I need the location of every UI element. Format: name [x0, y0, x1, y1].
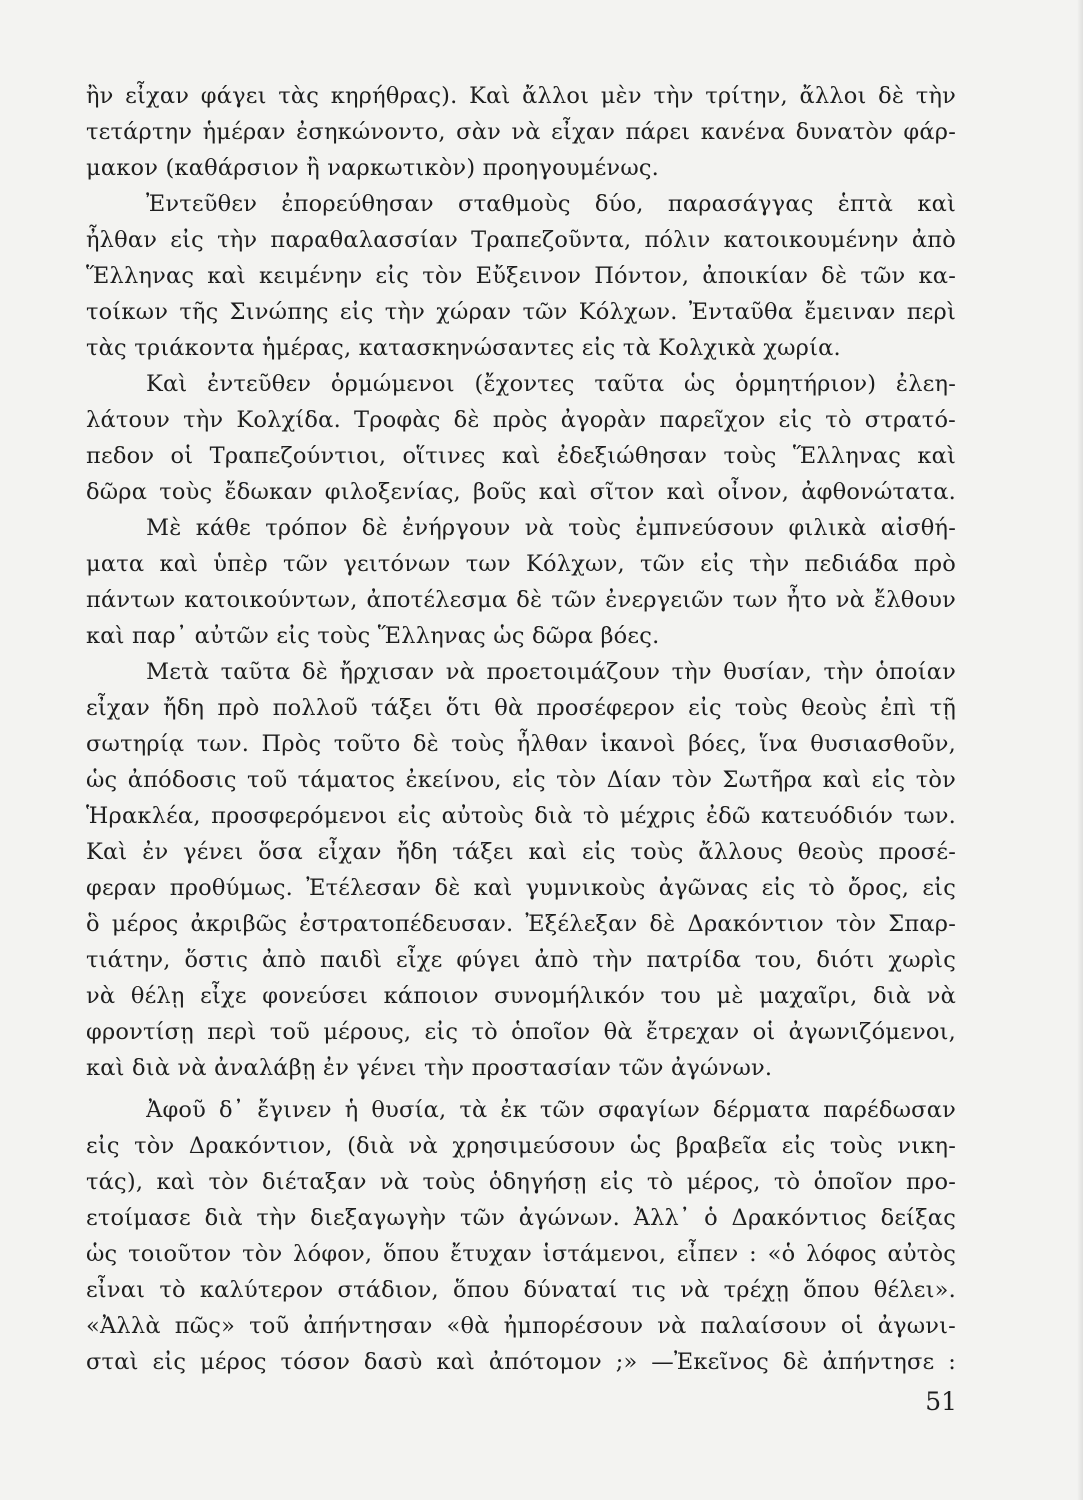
text-line: τιάτην, ὅστις ἀπὸ παιδὶ εἶχε φύγει ἀπὸ τὴν πατρίδα του, διότι χωρὶς: [86, 947, 956, 973]
text-line: Ἐντεῦθεν ἐπορεύθησαν σταθμοὺς δύο, παρασάγγας ἑπτὰ καὶ: [146, 191, 956, 217]
text-line: ετοίμασε διὰ τὴν διεξαγωγὴν τῶν ἀγώνων. Ἀλλ᾽ ὁ Δρακόντιος δείξας: [86, 1205, 956, 1231]
text-line: ὡς ἀπόδοσις τοῦ τάματος ἐκείνου, εἰς τὸν Δίαν τὸν Σωτῆρα καὶ εἰς τὸν: [86, 767, 956, 793]
text-line: νὰ θέλῃ εἶχε φονεύσει κάποιον συνομήλικόν του μὲ μαχαῖρι, διὰ νὰ: [86, 983, 956, 1009]
text-line: φεραν προθύμως. Ἐτέλεσαν δὲ καὶ γυμνικοὺς ἀγῶνας εἰς τὸ ὄρος, εἰς: [86, 875, 956, 901]
text-line: Ἀφοῦ δ᾽ ἔγινεν ἡ θυσία, τὰ ἐκ τῶν σφαγίων δέρματα παρέδωσαν: [146, 1097, 956, 1123]
text-line: εἶχαν ἤδη πρὸ πολλοῦ τάξει ὅτι θὰ προσέφερον εἰς τοὺς θεοὺς ἐπὶ τῇ: [86, 695, 956, 721]
text-line: καὶ παρ᾽ αὐτῶν εἰς τοὺς Ἕλληνας ὡς δῶρα βόες.: [86, 623, 660, 649]
text-line: Μετὰ ταῦτα δὲ ἤρχισαν νὰ προετοιμάζουν τὴν θυσίαν, τὴν ὁποίαν: [146, 659, 956, 685]
text-line: ἢν εἶχαν φάγει τὰς κηρήθρας). Καὶ ἄλλοι μὲν τὴν τρίτην, ἄλλοι δὲ τὴν: [86, 83, 956, 109]
text-line: τοίκων τῆς Σινώπης εἰς τὴν χώραν τῶν Κόλχων. Ἐνταῦθα ἔμειναν περὶ: [86, 299, 956, 325]
text-line: εἶναι τὸ καλύτερον στάδιον, ὅπου δύναταί τις νὰ τρέχῃ ὅπου θέλει».: [86, 1277, 956, 1303]
text-line: Ἕλληνας καὶ κειμένην εἰς τὸν Εὔξεινον Πόντον, ἀποικίαν δὲ τῶν κα-: [86, 263, 956, 289]
text-line: Καὶ ἐν γένει ὅσα εἶχαν ἤδη τάξει καὶ εἰς τοὺς ἄλλους θεοὺς προσέ-: [86, 839, 956, 865]
text-line: πάντων κατοικούντων, ἀποτέλεσμα δὲ τῶν ἐνεργειῶν των ἦτο νὰ ἔλθουν: [86, 587, 956, 613]
text-line: Καὶ ἐντεῦθεν ὁρμώμενοι (ἔχοντες ταῦτα ὡς ὁρμητήριον) ἐλεη-: [146, 371, 956, 397]
text-line: Ἡρακλέα, προσφερόμενοι εἰς αὐτοὺς διὰ τὸ μέχρις ἐδῶ κατευόδιόν των.: [86, 803, 956, 829]
text-line: δῶρα τοὺς ἔδωκαν φιλοξενίας, βοῦς καὶ σῖτον καὶ οἶνον, ἀφθονώτατα.: [86, 479, 956, 505]
text-line: ὃ μέρος ἀκριβῶς ἐστρατοπέδευσαν. Ἐξέλεξαν δὲ Δρακόντιον τὸν Σπαρ-: [86, 911, 956, 937]
text-line: τάς), καὶ τὸν διέταξαν νὰ τοὺς ὁδηγήσῃ εἰς τὸ μέρος, τὸ ὁποῖον προ-: [86, 1169, 956, 1195]
text-line: «Ἀλλὰ πῶς» τοῦ ἀπήντησαν «θὰ ἠμπορέσουν νὰ παλαίσουν οἱ ἀγωνι-: [86, 1313, 956, 1339]
text-line: τετάρτην ἡμέραν ἐσηκώνοντο, σὰν νὰ εἶχαν πάρει κανένα δυνατὸν φάρ-: [86, 119, 956, 145]
text-line: Μὲ κάθε τρόπον δὲ ἐνήργουν νὰ τοὺς ἐμπνεύσουν φιλικὰ αἰσθή-: [146, 515, 956, 541]
page-number: 51: [925, 1387, 957, 1416]
text-line: ἦλθαν εἰς τὴν παραθαλασσίαν Τραπεζοῦντα, πόλιν κατοικουμένην ἀπὸ: [86, 227, 956, 253]
text-line: μακον (καθάρσιον ἢ ναρκωτικὸν) προηγουμένως.: [86, 155, 660, 181]
text-line: φροντίσῃ περὶ τοῦ μέρους, εἰς τὸ ὁποῖον θὰ ἔτρεχαν οἱ ἀγωνιζόμενοι,: [86, 1019, 956, 1045]
text-line: λάτουν τὴν Κολχίδα. Τροφὰς δὲ πρὸς ἀγορὰν παρεῖχον εἰς τὸ στρατό-: [86, 407, 956, 433]
text-line: ὡς τοιοῦτον τὸν λόφον, ὅπου ἔτυχαν ἱστάμενοι, εἶπεν : «ὁ λόφος αὐτὸς: [86, 1241, 956, 1267]
text-line: εἰς τὸν Δρακόντιον, (διὰ νὰ χρησιμεύσουν ὡς βραβεῖα εἰς τοὺς νικη-: [86, 1133, 956, 1159]
text-line: πεδον οἱ Τραπεζούντιοι, οἵτινες καὶ ἐδεξιώθησαν τοὺς Ἕλληνας καὶ: [86, 443, 956, 469]
text-line: σταὶ εἰς μέρος τόσον δασὺ καὶ ἀπότομον ;» —Ἐκεῖνος δὲ ἀπήντησε :: [86, 1349, 956, 1375]
text-line: ματα καὶ ὑπὲρ τῶν γειτόνων των Κόλχων, τῶν εἰς τὴν πεδιάδα πρὸ: [86, 551, 956, 577]
page-edge-shadow: [1077, 0, 1083, 1500]
text-line: καὶ διὰ νὰ ἀναλάβῃ ἐν γένει τὴν προστασίαν τῶν ἀγώνων.: [86, 1055, 773, 1081]
text-line: τὰς τριάκοντα ἡμέρας, κατασκηνώσαντες εἰς τὰ Κολχικὰ χωρία.: [86, 335, 841, 361]
text-line: σωτηρίᾳ των. Πρὸς τοῦτο δὲ τοὺς ἦλθαν ἱκανοὶ βόες, ἵνα θυσιασθοῦν,: [86, 731, 956, 757]
